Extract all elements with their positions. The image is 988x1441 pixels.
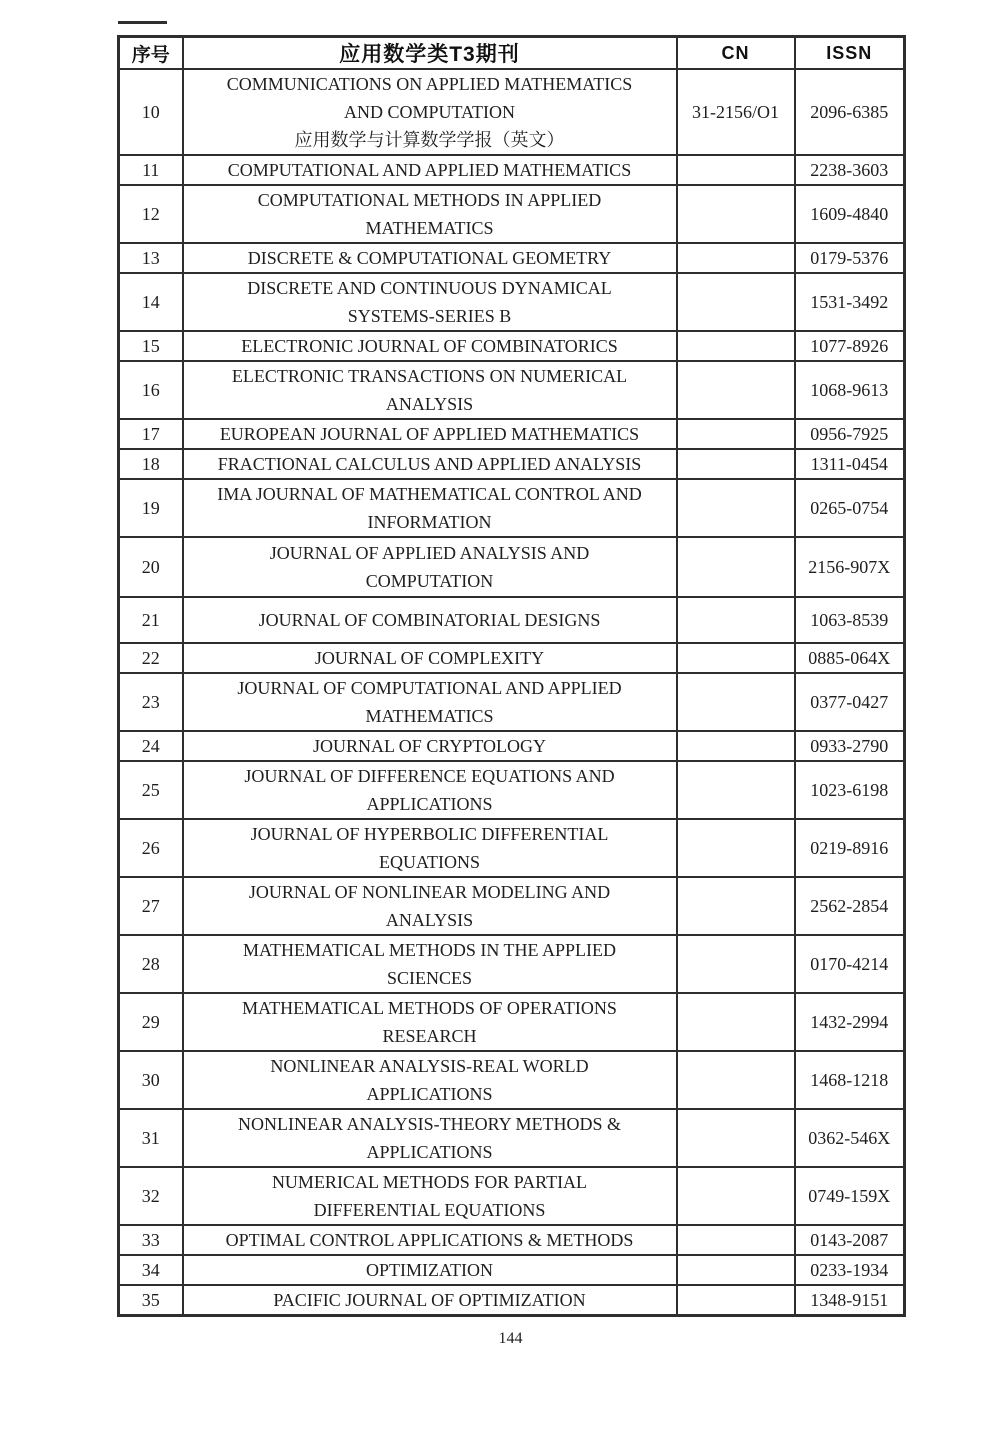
table-row	[119, 673, 905, 731]
row-cn	[677, 449, 795, 479]
journal-name-line: OPTIMAL CONTROL APPLICATIONS & METHODS	[225, 1230, 634, 1250]
row-issn: 0933-2790	[795, 731, 905, 761]
table-row	[119, 1255, 905, 1285]
table-row	[119, 597, 905, 643]
journal-name-line: 应用数学与计算数学学报（英文）	[294, 130, 565, 150]
journal-name-line: SCIENCES	[386, 968, 473, 988]
row-journal-name	[183, 1285, 677, 1316]
row-index: 28	[119, 935, 183, 993]
row-issn: 2562-2854	[795, 877, 905, 935]
row-cn	[677, 1051, 795, 1109]
table-row	[119, 1285, 905, 1316]
page-number: 144	[498, 1330, 523, 1347]
journal-name-line: APPLICATIONS	[366, 1142, 493, 1162]
row-index: 19	[119, 479, 183, 537]
table-row	[119, 419, 905, 449]
table-row	[119, 1109, 905, 1167]
journal-name-line: JOURNAL OF APPLIED ANALYSIS AND	[269, 543, 590, 563]
row-issn: 2156-907X	[795, 537, 905, 597]
row-journal-name	[183, 419, 677, 449]
row-index: 12	[119, 185, 183, 243]
row-index: 11	[119, 155, 183, 185]
row-issn: 2096-6385	[795, 69, 905, 155]
row-cn	[677, 643, 795, 673]
table-row	[119, 185, 905, 243]
row-cn	[677, 761, 795, 819]
row-journal-name	[183, 449, 677, 479]
row-issn: 0179-5376	[795, 243, 905, 273]
row-journal-name	[183, 331, 677, 361]
journal-name-line: RESEARCH	[382, 1026, 477, 1046]
journal-name-line: JOURNAL OF NONLINEAR MODELING AND	[248, 882, 611, 902]
row-journal-name	[183, 1255, 677, 1285]
journal-name-line: COMPUTATION	[365, 571, 494, 591]
row-index: 18	[119, 449, 183, 479]
journal-name-line: JOURNAL OF DIFFERENCE EQUATIONS AND	[244, 766, 615, 786]
table-row	[119, 479, 905, 537]
row-cn: 31-2156/O1	[677, 69, 795, 155]
journal-name-line: ANALYSIS	[385, 910, 474, 930]
row-issn: 0377-0427	[795, 673, 905, 731]
row-cn	[677, 537, 795, 597]
row-issn: 0143-2087	[795, 1225, 905, 1255]
row-journal-name	[183, 479, 677, 537]
journal-name-line: MATHEMATICAL METHODS OF OPERATIONS	[242, 998, 617, 1018]
table-row	[119, 1225, 905, 1255]
row-cn	[677, 1255, 795, 1285]
journal-name-line: EUROPEAN JOURNAL OF APPLIED MATHEMATICS	[219, 424, 640, 444]
row-cn	[677, 1285, 795, 1316]
journal-name-line: EQUATIONS	[379, 852, 480, 872]
journal-name-line: ELECTRONIC JOURNAL OF COMBINATORICS	[241, 336, 618, 356]
row-cn	[677, 243, 795, 273]
row-journal-name	[183, 1051, 677, 1109]
row-journal-name	[183, 273, 677, 331]
journal-name-line: MATHEMATICS	[365, 706, 494, 726]
row-journal-name	[183, 819, 677, 877]
row-journal-name	[183, 361, 677, 419]
row-journal-name	[183, 155, 677, 185]
row-index: 23	[119, 673, 183, 731]
table-row	[119, 69, 905, 155]
row-issn: 0233-1934	[795, 1255, 905, 1285]
row-journal-name	[183, 993, 677, 1051]
journal-name-line: NONLINEAR ANALYSIS-THEORY METHODS &	[237, 1114, 622, 1134]
row-cn	[677, 1167, 795, 1225]
row-issn: 1077-8926	[795, 331, 905, 361]
row-cn	[677, 673, 795, 731]
row-cn	[677, 273, 795, 331]
journal-name-line: INFORMATION	[367, 512, 492, 532]
row-cn	[677, 731, 795, 761]
table-row	[119, 819, 905, 877]
journal-name-line: NONLINEAR ANALYSIS-REAL WORLD	[270, 1056, 589, 1076]
journal-name-line: JOURNAL OF COMBINATORIAL DESIGNS	[258, 610, 601, 630]
row-issn: 0956-7925	[795, 419, 905, 449]
row-cn	[677, 331, 795, 361]
journal-name-line: FRACTIONAL CALCULUS AND APPLIED ANALYSIS	[217, 454, 642, 474]
row-issn: 2238-3603	[795, 155, 905, 185]
journal-name-line: JOURNAL OF HYPERBOLIC DIFFERENTIAL	[250, 824, 609, 844]
row-issn: 1468-1218	[795, 1051, 905, 1109]
journal-name-line: JOURNAL OF COMPLEXITY	[314, 648, 545, 668]
row-cn	[677, 993, 795, 1051]
journal-name-line: MATHEMATICS	[365, 218, 494, 238]
row-index: 30	[119, 1051, 183, 1109]
journal-name-line: AND COMPUTATION	[343, 102, 516, 122]
row-cn	[677, 361, 795, 419]
row-index: 22	[119, 643, 183, 673]
journal-name-line: JOURNAL OF COMPUTATIONAL AND APPLIED	[237, 678, 622, 698]
row-journal-name	[183, 537, 677, 597]
table-row	[119, 449, 905, 479]
row-journal-name	[183, 597, 677, 643]
row-issn: 0170-4214	[795, 935, 905, 993]
row-cn	[677, 1109, 795, 1167]
row-issn: 1023-6198	[795, 761, 905, 819]
row-cn	[677, 185, 795, 243]
row-index: 24	[119, 731, 183, 761]
table-row	[119, 273, 905, 331]
row-index: 25	[119, 761, 183, 819]
row-index: 10	[119, 69, 183, 155]
row-issn: 1348-9151	[795, 1285, 905, 1316]
row-cn	[677, 819, 795, 877]
row-journal-name	[183, 69, 677, 155]
row-cn	[677, 479, 795, 537]
row-journal-name	[183, 877, 677, 935]
row-journal-name	[183, 673, 677, 731]
journal-name-line: JOURNAL OF CRYPTOLOGY	[312, 736, 547, 756]
row-index: 15	[119, 331, 183, 361]
row-issn: 1609-4840	[795, 185, 905, 243]
journal-name-line: ANALYSIS	[385, 394, 474, 414]
row-journal-name	[183, 935, 677, 993]
table-row	[119, 643, 905, 673]
row-journal-name	[183, 243, 677, 273]
row-journal-name	[183, 1109, 677, 1167]
journal-name-line: DIFFERENTIAL EQUATIONS	[313, 1200, 546, 1220]
row-index: 33	[119, 1225, 183, 1255]
journal-name-line: SYSTEMS-SERIES B	[347, 306, 512, 326]
journal-name-line: PACIFIC JOURNAL OF OPTIMIZATION	[273, 1290, 586, 1310]
page-top-artifact-line	[118, 21, 167, 24]
table-row	[119, 537, 905, 597]
journal-name-line: COMPUTATIONAL AND APPLIED MATHEMATICS	[227, 160, 632, 180]
row-index: 14	[119, 273, 183, 331]
row-journal-name	[183, 1225, 677, 1255]
row-issn: 1311-0454	[795, 449, 905, 479]
header-journal-title: 应用数学类T3期刊	[183, 37, 677, 70]
row-index: 32	[119, 1167, 183, 1225]
row-index: 31	[119, 1109, 183, 1167]
row-journal-name	[183, 643, 677, 673]
row-issn: 0265-0754	[795, 479, 905, 537]
row-journal-name	[183, 731, 677, 761]
journal-name-line: DISCRETE & COMPUTATIONAL GEOMETRY	[247, 248, 612, 268]
table-row	[119, 155, 905, 185]
header-index: 序号	[119, 37, 183, 70]
row-issn: 0885-064X	[795, 643, 905, 673]
table-row	[119, 731, 905, 761]
row-issn: 1432-2994	[795, 993, 905, 1051]
journal-name-line: ELECTRONIC TRANSACTIONS ON NUMERICAL	[231, 366, 628, 386]
row-journal-name	[183, 185, 677, 243]
row-index: 21	[119, 597, 183, 643]
journal-name-line: DISCRETE AND CONTINUOUS DYNAMICAL	[247, 278, 612, 298]
row-index: 26	[119, 819, 183, 877]
row-issn: 1531-3492	[795, 273, 905, 331]
row-cn	[677, 1225, 795, 1255]
header-cn: CN	[677, 37, 795, 70]
row-index: 17	[119, 419, 183, 449]
row-issn: 0362-546X	[795, 1109, 905, 1167]
journal-table	[117, 35, 906, 1317]
row-index: 27	[119, 877, 183, 935]
row-cn	[677, 935, 795, 993]
row-issn: 0749-159X	[795, 1167, 905, 1225]
table-row	[119, 243, 905, 273]
journal-name-line: IMA JOURNAL OF MATHEMATICAL CONTROL AND	[217, 484, 642, 504]
row-journal-name	[183, 1167, 677, 1225]
journal-name-line: NUMERICAL METHODS FOR PARTIAL	[271, 1172, 588, 1192]
table-row	[119, 331, 905, 361]
table-row	[119, 361, 905, 419]
row-index: 16	[119, 361, 183, 419]
journal-name-line: APPLICATIONS	[366, 1084, 493, 1104]
row-issn: 0219-8916	[795, 819, 905, 877]
row-issn: 1063-8539	[795, 597, 905, 643]
row-index: 35	[119, 1285, 183, 1316]
journal-name-line: MATHEMATICAL METHODS IN THE APPLIED	[243, 940, 616, 960]
row-index: 34	[119, 1255, 183, 1285]
row-issn: 1068-9613	[795, 361, 905, 419]
row-journal-name	[183, 761, 677, 819]
journal-name-line: COMPUTATIONAL METHODS IN APPLIED	[257, 190, 602, 210]
table-header-row	[119, 37, 905, 70]
header-issn: ISSN	[795, 37, 905, 70]
table-row	[119, 1051, 905, 1109]
table-row	[119, 877, 905, 935]
table-row	[119, 993, 905, 1051]
row-index: 29	[119, 993, 183, 1051]
table-row	[119, 935, 905, 993]
row-index: 20	[119, 537, 183, 597]
row-cn	[677, 597, 795, 643]
journal-name-line: COMMUNICATIONS ON APPLIED MATHEMATICS	[226, 74, 633, 94]
row-cn	[677, 155, 795, 185]
table-row	[119, 1167, 905, 1225]
row-index: 13	[119, 243, 183, 273]
journal-name-line: OPTIMIZATION	[366, 1260, 493, 1280]
table-row	[119, 761, 905, 819]
row-cn	[677, 877, 795, 935]
journal-name-line: APPLICATIONS	[366, 794, 493, 814]
row-cn	[677, 419, 795, 449]
